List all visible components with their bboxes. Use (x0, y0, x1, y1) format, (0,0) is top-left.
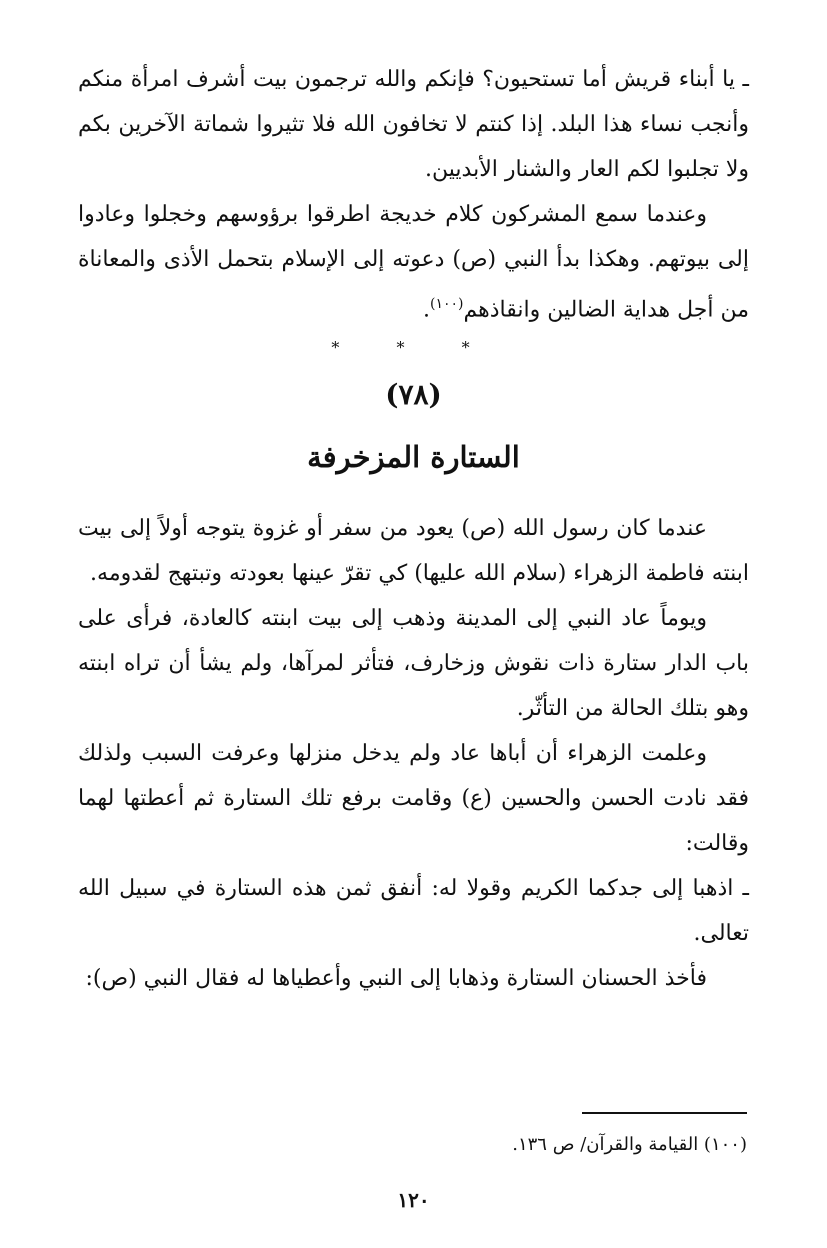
section-title: الستارة المزخرفة (307, 440, 520, 474)
sentence-end: . (423, 297, 431, 323)
story-paragraph: وعلمت الزهراء أن أباها عاد ولم يدخل منزلها وعرفت السبب ولذلك فقد نادت الحسن والحسين (ع) وقامت برفع تلك الستارة ثم أعطتها لهما وقالت: (78, 741, 749, 856)
footnote-divider (582, 1112, 747, 1114)
narrative-paragraph (78, 192, 749, 332)
section-separator: * * * (331, 338, 496, 357)
story-paragraph: ويوماً عاد النبي إلى المدينة وذهب إلى بيت ابنته كالعادة، فرأى على باب الدار ستارة ذات نقوش وزخارف، فتأثر لمرآها، ولم يشأ أن تراه ابنته وهو بتلك الحالة من التأثّر. (78, 606, 749, 721)
page-number: ١٢٠ (397, 1188, 430, 1212)
footnote: (١٠٠) القيامة والقرآن/ ص ١٣٦. (512, 1134, 747, 1155)
continued-text (78, 57, 749, 332)
story-text (78, 506, 749, 1001)
narrative-text: وعندما سمع المشركون كلام خديجة اطرقوا برؤوسهم وخجلوا وعادوا إلى بيوتهم. وهكذا بدأ النبي (ص) دعوته إلى الإسلام بتحمل الأذى والمعاناة من أجل هداية الضالين وانقاذهم (78, 202, 749, 323)
story-paragraph: عندما كان رسول الله (ص) يعود من سفر أو غزوة يتوجه أولاً إلى بيت ابنته فاطمة الزهراء (سلام الله عليها) كي تقرّ عينها بعودته وتبتهج لقدومه. (78, 516, 749, 586)
footnote-reference: (١٠٠) (430, 296, 464, 312)
section-number: (٧٨) (385, 378, 442, 411)
quote-paragraph: ـ يا أبناء قريش أما تستحيون؟ فإنكم والله ترجمون بيت أشرف امرأة منكم وأنجب نساء هذا البلد. إذا كنتم لا تخافون الله فلا تثيروا شماتة الآخرين بكم ولا تجلبوا لكم العار والشنار الأبديين. (78, 67, 749, 182)
quote-paragraph: ـ اذهبا إلى جدكما الكريم وقولا له: أنفق ثمن هذه الستارة في سبيل الله تعالى. (78, 876, 749, 946)
story-paragraph: فأخذ الحسنان الستارة وذهابا إلى النبي وأعطياها له فقال النبي (ص): (85, 966, 707, 991)
